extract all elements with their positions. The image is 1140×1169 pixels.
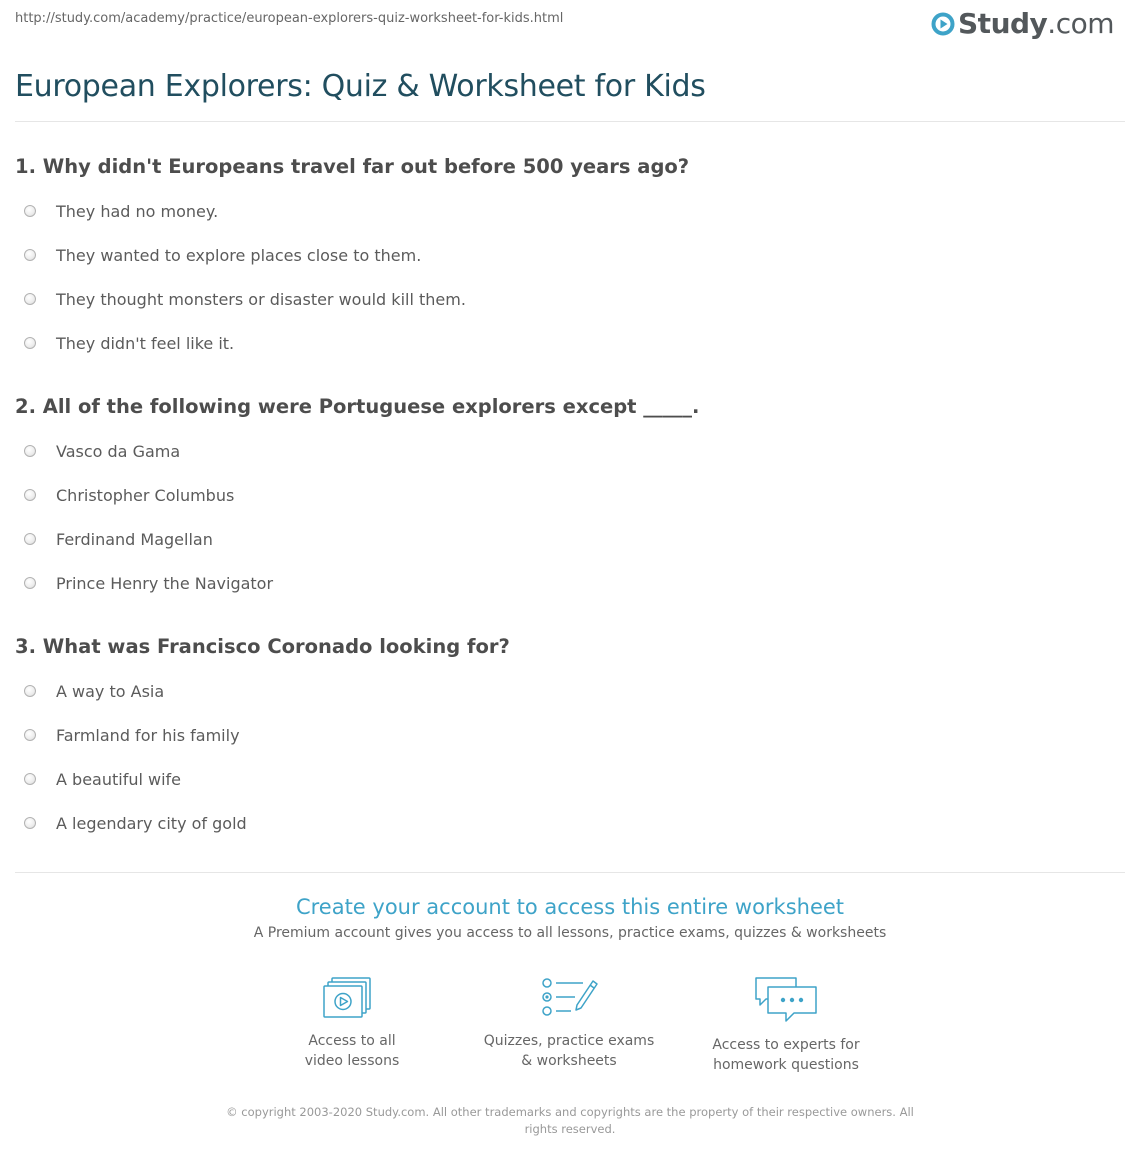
feature-label — [262, 1031, 442, 1071]
question-text: 3. What was Francisco Coronado looking for? — [15, 635, 510, 658]
feature-label-line: Access to all — [308, 1033, 396, 1049]
feature-label-line: & worksheets — [521, 1053, 617, 1069]
feature-label-line: Quizzes, practice exams — [483, 1033, 655, 1049]
question-text: 2. All of the following were Portuguese explorers except _____. — [15, 395, 700, 418]
answer-label: Prince Henry the Navigator — [56, 573, 274, 593]
answer-options — [15, 189, 689, 365]
answer-options — [15, 429, 699, 605]
feature-label-line: homework questions — [713, 1057, 859, 1073]
question-1 — [15, 154, 689, 365]
answer-option[interactable] — [15, 473, 699, 517]
answer-option[interactable] — [15, 429, 699, 473]
answer-option[interactable] — [15, 669, 510, 713]
page-url: http://study.com/academy/practice/european-explorers-quiz-worksheet-for-kids.html — [15, 11, 564, 26]
radio-button[interactable] — [24, 773, 36, 785]
answer-option[interactable] — [15, 233, 689, 277]
radio-button[interactable] — [24, 817, 36, 829]
answer-label: Farmland for his family — [56, 725, 240, 745]
page-title: European Explorers: Quiz & Worksheet for Kids — [15, 69, 706, 104]
feature-experts — [696, 975, 876, 1075]
answer-option[interactable] — [15, 517, 699, 561]
feature-label-line: Access to experts for — [712, 1037, 860, 1053]
radio-button[interactable] — [24, 249, 36, 261]
radio-button[interactable] — [24, 685, 36, 697]
feature-video-lessons — [262, 975, 442, 1071]
answer-option[interactable] — [15, 801, 510, 845]
answer-option[interactable] — [15, 561, 699, 605]
radio-button[interactable] — [24, 533, 36, 545]
radio-button[interactable] — [24, 445, 36, 457]
answer-option[interactable] — [15, 189, 689, 233]
answer-label: A beautiful wife — [56, 769, 182, 789]
question-2 — [15, 394, 699, 605]
question-3 — [15, 634, 510, 845]
answer-label: Vasco da Gama — [56, 441, 181, 461]
radio-button[interactable] — [24, 729, 36, 741]
feature-label-line: video lessons — [304, 1053, 400, 1069]
question-text: 1. Why didn't Europeans travel far out before 500 years ago? — [15, 155, 690, 178]
answer-option[interactable] — [15, 277, 689, 321]
copyright-notice: © copyright 2003-2020 Study.com. All other trademarks and copyrights are the property of their respective owners. All rights reserved. — [226, 1105, 914, 1136]
quiz-checklist-icon — [539, 975, 599, 1021]
radio-button[interactable] — [24, 489, 36, 501]
logo-text — [958, 6, 1114, 42]
answer-label: A way to Asia — [56, 681, 165, 701]
radio-button[interactable] — [24, 293, 36, 305]
title-divider — [15, 121, 1125, 122]
answer-option[interactable] — [15, 757, 510, 801]
radio-button[interactable] — [24, 337, 36, 349]
video-lesson-icon — [322, 975, 382, 1021]
feature-quizzes — [479, 975, 659, 1071]
answer-label: They had no money. — [56, 201, 219, 221]
cta-subtitle: A Premium account gives you access to all lessons, practice exams, quizzes & worksheets — [253, 925, 887, 941]
answer-label: Ferdinand Magellan — [56, 529, 213, 549]
answer-label: They didn't feel like it. — [56, 333, 235, 353]
radio-button[interactable] — [24, 205, 36, 217]
answer-label: They wanted to explore places close to them. — [56, 245, 422, 265]
answer-option[interactable] — [15, 713, 510, 757]
feature-label — [479, 1031, 659, 1071]
play-circle-icon — [931, 12, 955, 36]
answer-option[interactable] — [15, 321, 689, 365]
cta-divider — [15, 872, 1125, 873]
answer-label: Christopher Columbus — [56, 485, 235, 505]
answer-label: They thought monsters or disaster would kill them. — [56, 289, 466, 309]
feature-label — [696, 1035, 876, 1075]
study-logo[interactable] — [931, 6, 1114, 42]
cta-title[interactable]: Create your account to access this entire worksheet — [295, 895, 845, 919]
answer-label: A legendary city of gold — [56, 813, 247, 833]
radio-button[interactable] — [24, 577, 36, 589]
logo-suffix: .com — [1047, 7, 1114, 40]
chat-bubbles-icon — [754, 975, 818, 1025]
logo-name: Study — [958, 7, 1048, 40]
answer-options — [15, 669, 510, 845]
